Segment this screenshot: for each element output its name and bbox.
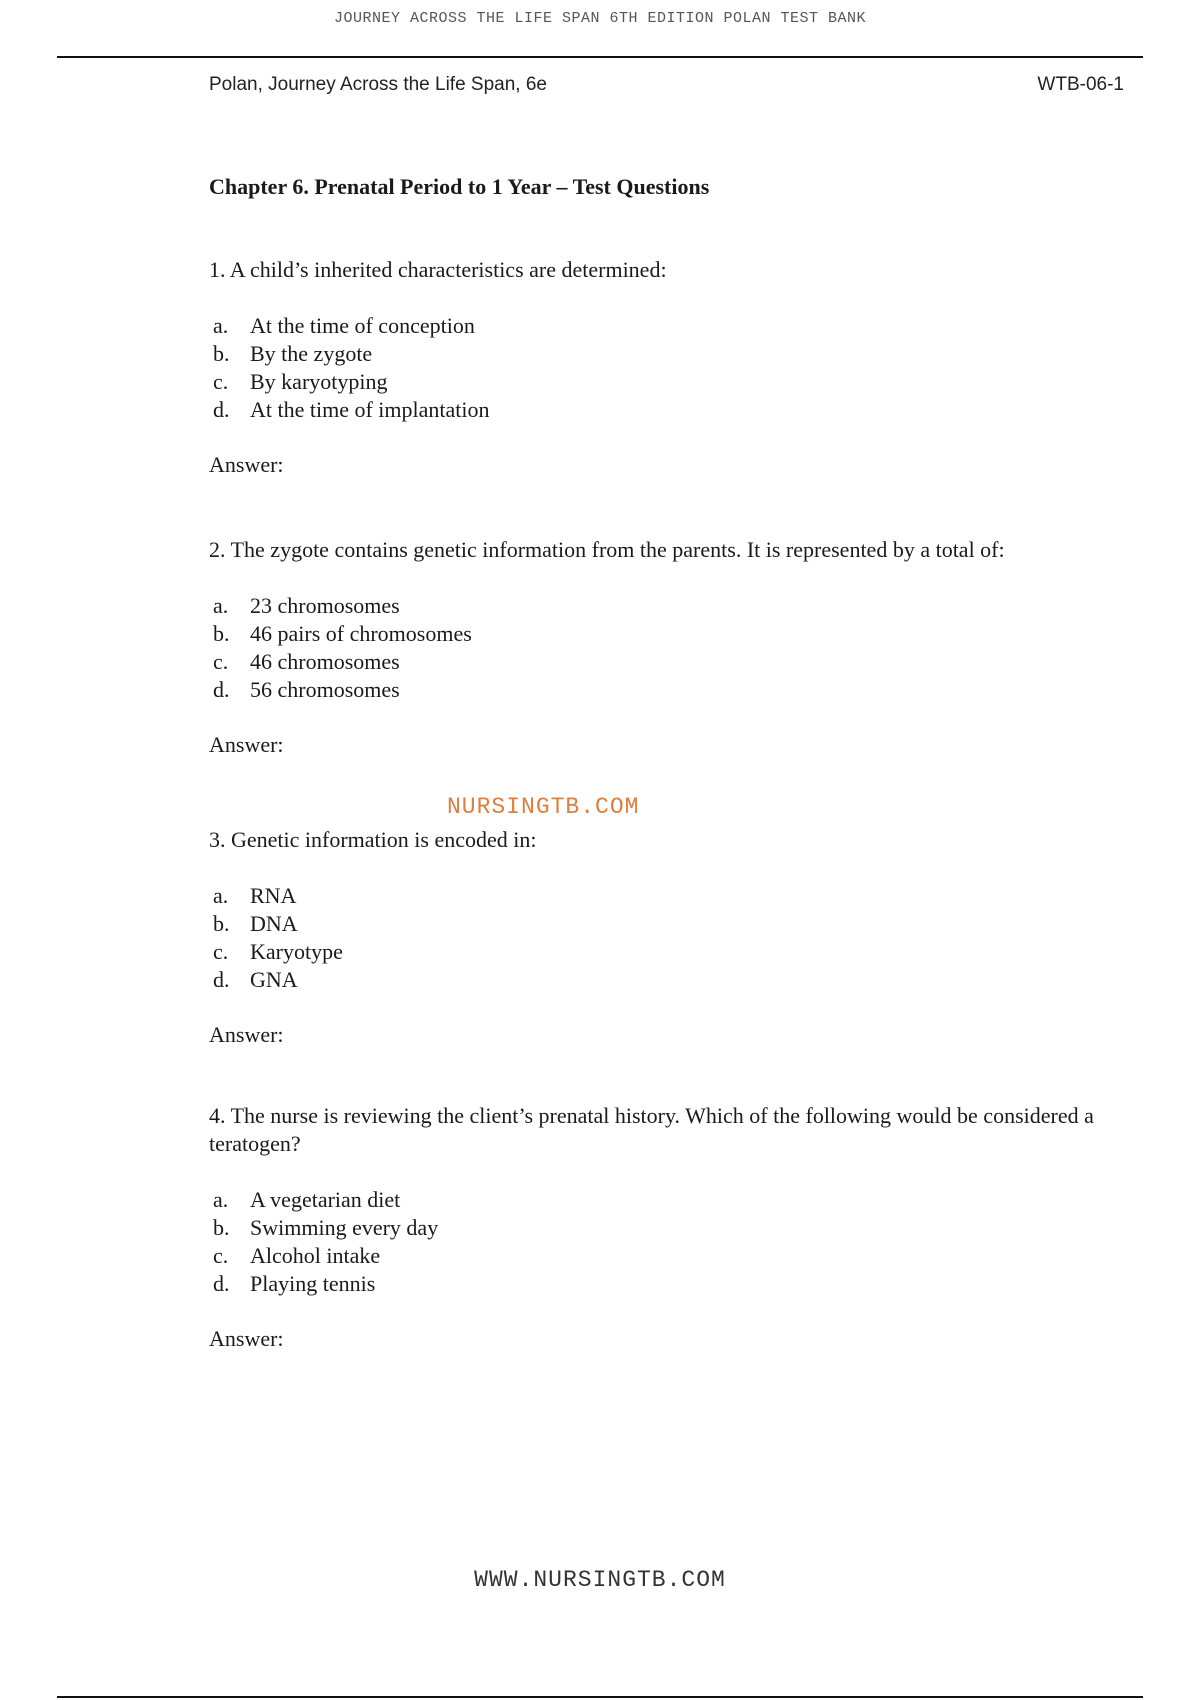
option-text: 56 chromosomes [250, 677, 400, 702]
option-letter: c. [213, 649, 229, 674]
option-text: Playing tennis [250, 1271, 376, 1296]
option-letter: b. [213, 341, 230, 366]
question-2 [209, 536, 1109, 758]
option-b [213, 1214, 1109, 1242]
option-text: By the zygote [250, 341, 373, 366]
option-letter: a. [213, 313, 229, 338]
option-c [213, 1242, 1109, 1270]
option-a [213, 312, 1109, 340]
question-stem: 3. Genetic information is encoded in: [209, 827, 537, 852]
option-text: A vegetarian diet [250, 1187, 401, 1212]
question-stem: 4. The nurse is reviewing the client’s prenatal history. Which of the following would be considered a teratogen? [209, 1103, 1094, 1156]
option-list [213, 1186, 1109, 1298]
option-d [213, 1270, 1109, 1298]
header-rule [57, 56, 1143, 58]
footer-rule [57, 1696, 1143, 1698]
option-letter: b. [213, 621, 230, 646]
option-list [213, 312, 1109, 424]
option-text: At the time of conception [250, 313, 475, 338]
option-text: Swimming every day [250, 1215, 439, 1240]
option-letter: c. [213, 939, 229, 964]
question-1 [209, 256, 1109, 478]
option-c [213, 368, 1109, 396]
option-text: GNA [250, 967, 298, 992]
answer-label: Answer: [209, 1326, 284, 1351]
option-d [213, 676, 1109, 704]
answer-label: Answer: [209, 732, 284, 757]
option-letter: d. [213, 1271, 230, 1296]
option-letter: a. [213, 593, 229, 618]
question-3 [209, 826, 1109, 1048]
option-a [213, 592, 1109, 620]
option-text: RNA [250, 883, 297, 908]
footer-url: WWW.NURSINGTB.COM [474, 1567, 726, 1593]
option-text: Alcohol intake [250, 1243, 381, 1268]
option-b [213, 910, 1109, 938]
option-list [213, 592, 1109, 704]
top-banner: JOURNEY ACROSS THE LIFE SPAN 6TH EDITION POLAN TEST BANK [333, 10, 867, 27]
question-stem: 2. The zygote contains genetic information from the parents. It is represented by a total of: [209, 537, 1005, 562]
option-d [213, 966, 1109, 994]
option-text: 23 chromosomes [250, 593, 400, 618]
option-a [213, 882, 1109, 910]
option-letter: a. [213, 883, 229, 908]
option-text: 46 chromosomes [250, 649, 400, 674]
option-text: By karyotyping [250, 369, 388, 394]
answer-label: Answer: [209, 452, 284, 477]
option-letter: d. [213, 967, 230, 992]
option-b [213, 620, 1109, 648]
question-stem: 1. A child’s inherited characteristics are determined: [209, 257, 667, 282]
option-letter: d. [213, 677, 230, 702]
option-letter: d. [213, 397, 230, 422]
option-letter: c. [213, 369, 229, 394]
option-text: 46 pairs of chromosomes [250, 621, 472, 646]
question-4 [209, 1102, 1109, 1352]
option-b [213, 340, 1109, 368]
option-d [213, 396, 1109, 424]
option-c [213, 938, 1109, 966]
option-c [213, 648, 1109, 676]
option-letter: a. [213, 1187, 229, 1212]
running-header-right: WTB-06-1 [1037, 74, 1124, 95]
option-text: At the time of implantation [250, 397, 490, 422]
option-text: Karyotype [250, 939, 343, 964]
watermark: NURSINGTB.COM [447, 794, 640, 820]
option-letter: b. [213, 1215, 230, 1240]
running-header-left: Polan, Journey Across the Life Span, 6e [209, 74, 547, 95]
option-letter: b. [213, 911, 230, 936]
option-list [213, 882, 1109, 994]
answer-label: Answer: [209, 1022, 284, 1047]
option-a [213, 1186, 1109, 1214]
option-text: DNA [250, 911, 298, 936]
option-letter: c. [213, 1243, 229, 1268]
chapter-title: Chapter 6. Prenatal Period to 1 Year – Test Questions [209, 174, 710, 199]
